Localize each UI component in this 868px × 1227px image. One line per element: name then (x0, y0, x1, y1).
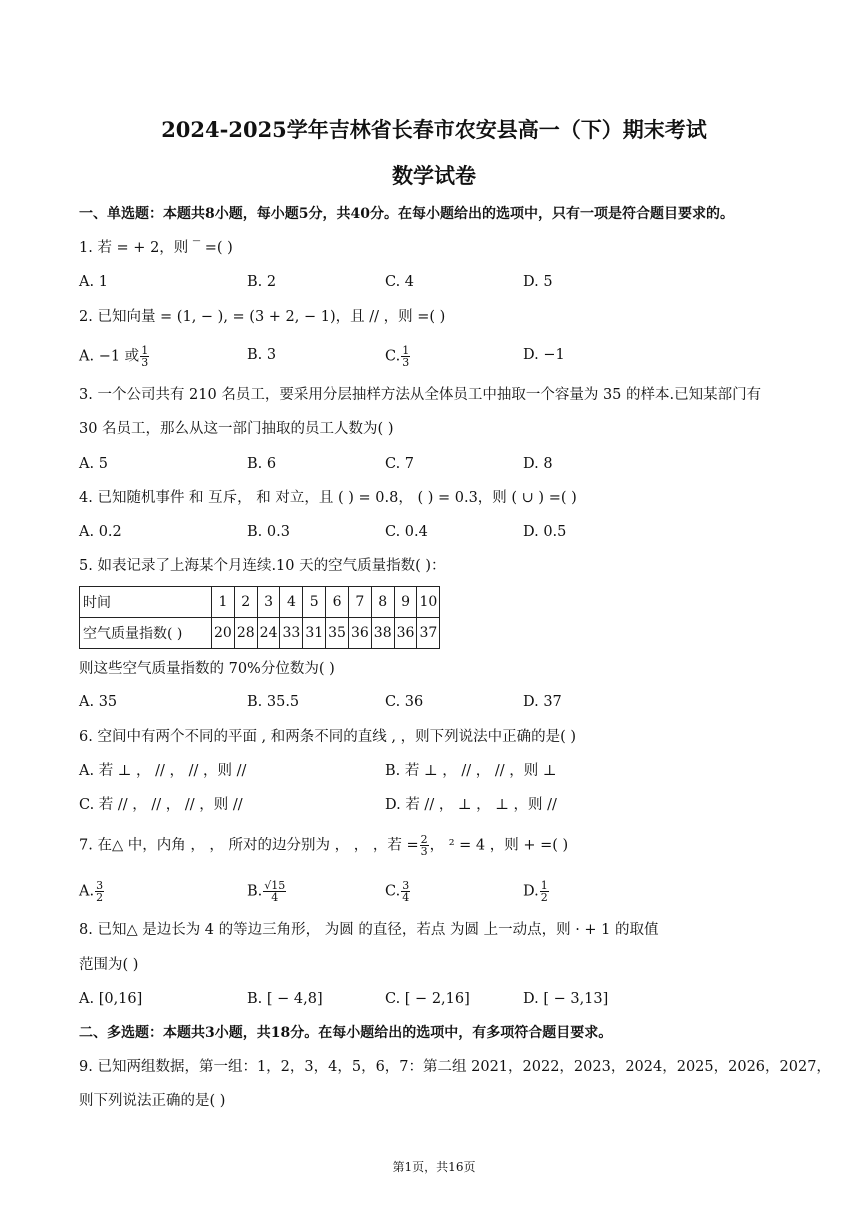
fraction-denominator: 4 (402, 891, 410, 904)
fraction-numerator: 3 (402, 879, 410, 892)
q7-option-c-fraction (401, 880, 410, 903)
q7-option-d-text: D. (523, 883, 539, 900)
question-8-stem-line1: 8. 已知△ 是边长为 4 的等边三角形， 为圆 的直径，若点 为圆 上一动点，则 · + 1 的取值 (79, 922, 659, 938)
question-3-stem-line2: 30 名员工，那么从这一部门抽取的员工人数为( ) (79, 421, 394, 437)
fraction-numerator: 1 (540, 879, 548, 892)
q6-option-b: B. 若 ⊥ ， // ， // ，则 ⊥ (385, 763, 557, 779)
q2-option-d: D. −1 (523, 347, 565, 363)
q4-option-b: B. 0.3 (247, 524, 290, 540)
q1-option-d: D. 5 (523, 274, 553, 290)
q1-option-b: B. 2 (247, 274, 277, 290)
fraction-denominator: 2 (96, 891, 104, 904)
fraction-denominator: 3 (141, 356, 149, 369)
fraction-numerator: √15 (264, 879, 286, 892)
fraction-numerator: 1 (141, 344, 149, 357)
table-cell: 8 (371, 587, 394, 618)
q4-option-d: D. 0.5 (523, 524, 567, 540)
table-cell: 37 (417, 618, 440, 649)
q7-option-a (79, 880, 105, 903)
q1-option-a: A. 1 (79, 274, 108, 290)
table-cell: 2 (234, 587, 257, 618)
table-cell: 9 (394, 587, 417, 618)
fraction-denominator: 3 (420, 845, 428, 858)
q1-option-c: C. 4 (385, 274, 415, 290)
q5-option-b: B. 35.5 (247, 694, 300, 710)
question-1-stem: 1. 若 = + 2，则 ‾ =( ) (79, 240, 233, 256)
page-footer: 第1页，共16页 (392, 1160, 476, 1174)
page-subtitle: 数学试卷 (392, 163, 476, 188)
q6-option-c: C. 若 // ， // ， // ，则 // (79, 797, 243, 813)
question-5-after: 则这些空气质量指数的 70%分位数为( ) (79, 661, 335, 677)
question-8-stem-line2: 范围为( ) (79, 957, 139, 973)
section-single-choice: 一、单选题：本题共8小题，每小题5分，共40分。在每小题给出的选项中，只有一项是符合题目要求的。 (79, 206, 734, 222)
q7-option-a-text: A. (79, 883, 95, 900)
q3-option-d: D. 8 (523, 456, 553, 472)
fraction-numerator: 3 (96, 879, 104, 892)
q5-option-a: A. 35 (79, 694, 118, 710)
table-cell: 24 (257, 618, 280, 649)
question-3-stem-line1: 3. 一个公司共有 210 名员工，要采用分层抽样方法从全体员工中抽取一个容量为 35 的样本.已知某部门有 (79, 387, 762, 403)
table-row-aqi (80, 618, 440, 649)
q7-option-d-fraction (540, 880, 549, 903)
q4-option-c: C. 0.4 (385, 524, 428, 540)
fraction-denominator: 2 (540, 891, 548, 904)
table-cell: 33 (280, 618, 303, 649)
table-cell: 7 (348, 587, 371, 618)
q5-option-c: C. 36 (385, 694, 424, 710)
q7-option-b (247, 880, 287, 903)
question-9-stem-line2: 则下列说法正确的是( ) (79, 1093, 226, 1109)
table-cell: 28 (234, 618, 257, 649)
fraction-denominator: 4 (271, 891, 279, 904)
q5-option-d: D. 37 (523, 694, 562, 710)
q4-option-a: A. 0.2 (79, 524, 122, 540)
table-cell: 6 (326, 587, 349, 618)
table-cell: 3 (257, 587, 280, 618)
q8-option-c: C. [ − 2,16] (385, 991, 470, 1007)
question-7-stem (79, 834, 568, 857)
fraction-denominator: 3 (402, 356, 410, 369)
q7-option-d (523, 880, 550, 903)
q6-option-d: D. 若 // ， ⊥ ， ⊥ ，则 // (385, 797, 557, 813)
q7-stem-fraction (420, 834, 429, 857)
q8-option-b: B. [ − 4,8] (247, 991, 323, 1007)
table-cell: 35 (326, 618, 349, 649)
q2-option-a (79, 345, 150, 368)
q7-option-b-fraction (263, 880, 286, 903)
q2-option-a-text: A. −1 或 (79, 348, 140, 365)
question-6-stem: 6. 空间中有两个不同的平面 , 和两条不同的直线 , ，则下列说法中正确的是( ) (79, 729, 577, 745)
table-cell: 38 (371, 618, 394, 649)
table-cell: 5 (303, 587, 326, 618)
section-multiple-choice: 二、多选题：本题共3小题，共18分。在每小题给出的选项中，有多项符合题目要求。 (79, 1025, 613, 1041)
question-4-stem: 4. 已知随机事件 和 互斥， 和 对立，且 ( ) = 0.8， ( ) = 0.3，则 ( ∪ ) =( ) (79, 490, 577, 506)
page-title: 2024-2025学年吉林省长春市农安县高一（下）期末考试 (161, 117, 707, 142)
q2-option-c (385, 345, 411, 368)
q2-option-c-fraction (401, 345, 410, 368)
fraction-numerator: 2 (420, 833, 428, 846)
q8-option-d: D. [ − 3,13] (523, 991, 609, 1007)
table-row-label: 空气质量指数( ) (80, 618, 212, 649)
q3-option-a: A. 5 (79, 456, 108, 472)
q7-stem-text-end: ， ² = 4 ，则 + =( ) (429, 837, 569, 854)
question-9-stem-line1: 9. 已知两组数据，第一组：1，2，3，4，5，6，7：第二组 2021，2022，2023，2024，2025，2026，2027， (79, 1059, 831, 1075)
table-cell: 1 (212, 587, 235, 618)
q8-option-a: A. [0,16] (79, 991, 143, 1007)
q7-option-b-text: B. (247, 883, 263, 900)
table-row-label: 时间 (80, 587, 212, 618)
table-cell: 36 (394, 618, 417, 649)
q3-option-b: B. 6 (247, 456, 277, 472)
q7-stem-text: 7. 在△ 中，内角 ， ， 所对的边分别为 ， ， ，若 = (79, 837, 419, 854)
table-row-time (80, 587, 440, 618)
q2-option-a-fraction (140, 345, 149, 368)
table-cell: 10 (417, 587, 440, 618)
table-cell: 36 (348, 618, 371, 649)
q6-option-a: A. 若 ⊥ ， // ， // ，则 // (79, 763, 247, 779)
question-5-stem: 5. 如表记录了上海某个月连续.10 天的空气质量指数( )： (79, 558, 446, 574)
q7-option-c-text: C. (385, 883, 401, 900)
question-2-stem: 2. 已知向量 = (1, − ), = (3 + 2, − 1)，且 // ，则 =( ) (79, 309, 446, 325)
q2-option-b: B. 3 (247, 347, 277, 363)
air-quality-table (79, 586, 440, 649)
table-cell: 31 (303, 618, 326, 649)
q2-option-c-text: C. (385, 348, 401, 365)
table-cell: 20 (212, 618, 235, 649)
table-cell: 4 (280, 587, 303, 618)
fraction-numerator: 1 (402, 344, 410, 357)
q3-option-c: C. 7 (385, 456, 415, 472)
q7-option-c (385, 880, 411, 903)
q7-option-a-fraction (95, 880, 104, 903)
